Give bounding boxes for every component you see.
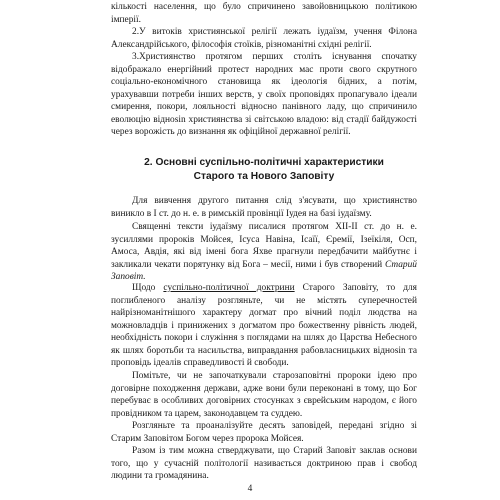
paragraph-continuation: кількості населення, що було спричинено завойовницькою політикою імперії.	[111, 2, 417, 25]
doctrine-text-start: Щодо	[132, 283, 164, 293]
page-number: 4	[247, 484, 253, 494]
paragraph-3-christianity: 3.Християнство протягом перших століть існування спочатку відображало енергійний протест народних мас проти свого скрутного соціально-економічного становища як ідеологія бідних, а потім, урахувавши потреби інших верств, у своїх проповідях пропагувало ідеали смирення, покори, лояльності відносно панівного ладу, що спричинило еволюцію віднosin християнства зі світською владою: від стадії байдужості через ворожість до визнання як офіційної державної релігії.	[111, 52, 417, 137]
paragraph-contract-origin: Помітьте, чи не започаткували старозаповітні пророки ідею про договірне походження держави, адже вони були переконані в тому, що Бог перебуває в особливих договірних стосунках з єврейським народом, є його провідником та царем, законодавцем та суддею.	[111, 371, 417, 419]
doctrine-underlined-term: суспільно-політичної доктрини	[163, 283, 295, 293]
paragraph-commandments: Розгляньте та проаналізуйте десять заповідей, передані згідно зі Старим Заповітом Богом через пророка Мойсея.	[111, 421, 417, 444]
paragraph-2-origins: 2.У витоків християнської релігії лежать іудаїзм, учення Філона Александрійського, філософія стоїків, різноманітні східні релігії.	[111, 27, 417, 50]
section-heading	[111, 156, 417, 183]
section-heading-line-1: 2. Основні суспільно-політичні характеристики	[144, 157, 384, 168]
sacred-texts-text: Священні тексти іудаїзму писалися протягом XII-II ст. до н. е. зусиллями пророків Мойсея, Ісуса Навіна, Ісаїї, Єремії, Ізеїкіля, Осп, Амоса, Авдія, які від імені бога Яхве прагнули передбачити майбутнє і закликали чекати порятунку від Бога – месії, ними і був створений	[111, 222, 417, 270]
old-testament-term: Старий Заповіт.	[111, 259, 417, 282]
paragraph-intro: Для вивчення другого питання слід з'ясувати, що християнство виникло в І ст. до н. е. в римській провінції Іудея на базі іудаїзму.	[111, 196, 417, 219]
paragraph-sacred-texts	[111, 221, 417, 284]
doctrine-text-rest: Старого Заповіту, то для поглибленого аналізу розгляньте, чи не містять суперечностей найрізноманітнішого характеру догмат про вічний поділ людства на можновладців і принижених з догматом про божественну рівність людей, необхідність покори і служіння з поглядами на шлях до Царства Небесного як шлях боротьби та насильства, виправдання рабовласницьких віднosin та проповідь ідеалів справедливості й свободи.	[111, 283, 417, 368]
paragraph-doctrine	[111, 282, 417, 370]
section-heading-line-2: Старого та Нового Заповіту	[193, 170, 335, 182]
paragraph-rights-doctrine: Разом із тим можна стверджувати, що Старий Заповіт заклав основи того, що у сучасній політології називається доктриною прав і свобод людини та громадянина.	[111, 446, 417, 481]
